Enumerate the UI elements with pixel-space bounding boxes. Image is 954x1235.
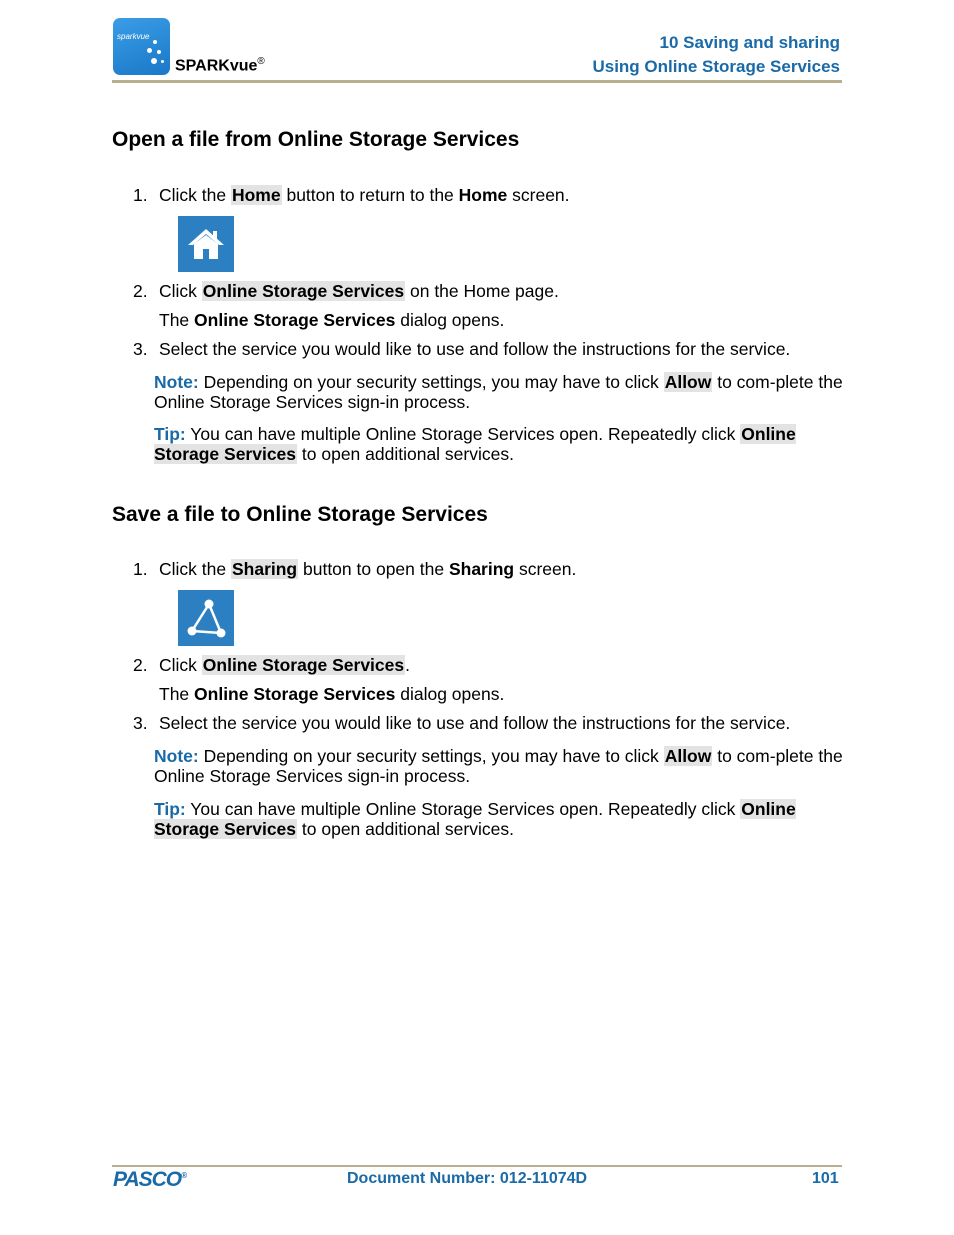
step-number: 1.: [133, 559, 148, 579]
save-note: Note: Depending on your security settings, you may have to click Allow to com-plete the Online Storage Services sign-in process.: [154, 746, 843, 786]
save-tip: Tip: You can have multiple Online Storage Services open. Repeatedly click Online Storage Services to open additional services.: [154, 799, 796, 839]
footer-rule: [112, 1165, 842, 1167]
home-icon: [178, 216, 234, 272]
pasco-logo: PASCO®: [113, 1168, 187, 1191]
brand-name: SPARKvue®: [175, 56, 265, 75]
open-step-2-result: The Online Storage Services dialog opens.: [159, 310, 505, 330]
save-step-2: Click Online Storage Services.: [159, 655, 410, 675]
step-number: 3.: [133, 339, 148, 359]
step-number: 3.: [133, 713, 148, 733]
step-number: 2.: [133, 655, 148, 675]
step-number: 1.: [133, 185, 148, 205]
save-step-1: Click the Sharing button to open the Sharing screen.: [159, 559, 577, 579]
save-section-heading: Save a file to Online Storage Services: [112, 503, 488, 526]
open-note: Note: Depending on your security settings, you may have to click Allow to com-plete the Online Storage Services sign-in process.: [154, 372, 843, 412]
open-step-2: Click Online Storage Services on the Home page.: [159, 281, 559, 301]
save-step-3: Select the service you would like to use and follow the instructions for the service.: [159, 713, 791, 733]
header-rule: [112, 80, 842, 83]
save-step-2-result: The Online Storage Services dialog opens.: [159, 684, 505, 704]
open-tip: Tip: You can have multiple Online Storage Services open. Repeatedly click Online Storage Services to open additional services.: [154, 424, 796, 464]
sharing-icon: [178, 590, 234, 646]
open-step-1: Click the Home button to return to the Home screen.: [159, 185, 570, 205]
logo-text: sparkvue: [117, 32, 150, 41]
open-section-heading: Open a file from Online Storage Services: [112, 128, 520, 151]
sparkvue-logo: [113, 18, 170, 75]
section-title: Using Online Storage Services: [592, 57, 840, 76]
chapter-title: 10 Saving and sharing: [659, 33, 840, 52]
document-number: Document Number: 012-11074D: [347, 1170, 588, 1187]
open-step-3: Select the service you would like to use and follow the instructions for the service.: [159, 339, 791, 359]
step-number: 2.: [133, 281, 148, 301]
page-number: 101: [812, 1170, 839, 1187]
